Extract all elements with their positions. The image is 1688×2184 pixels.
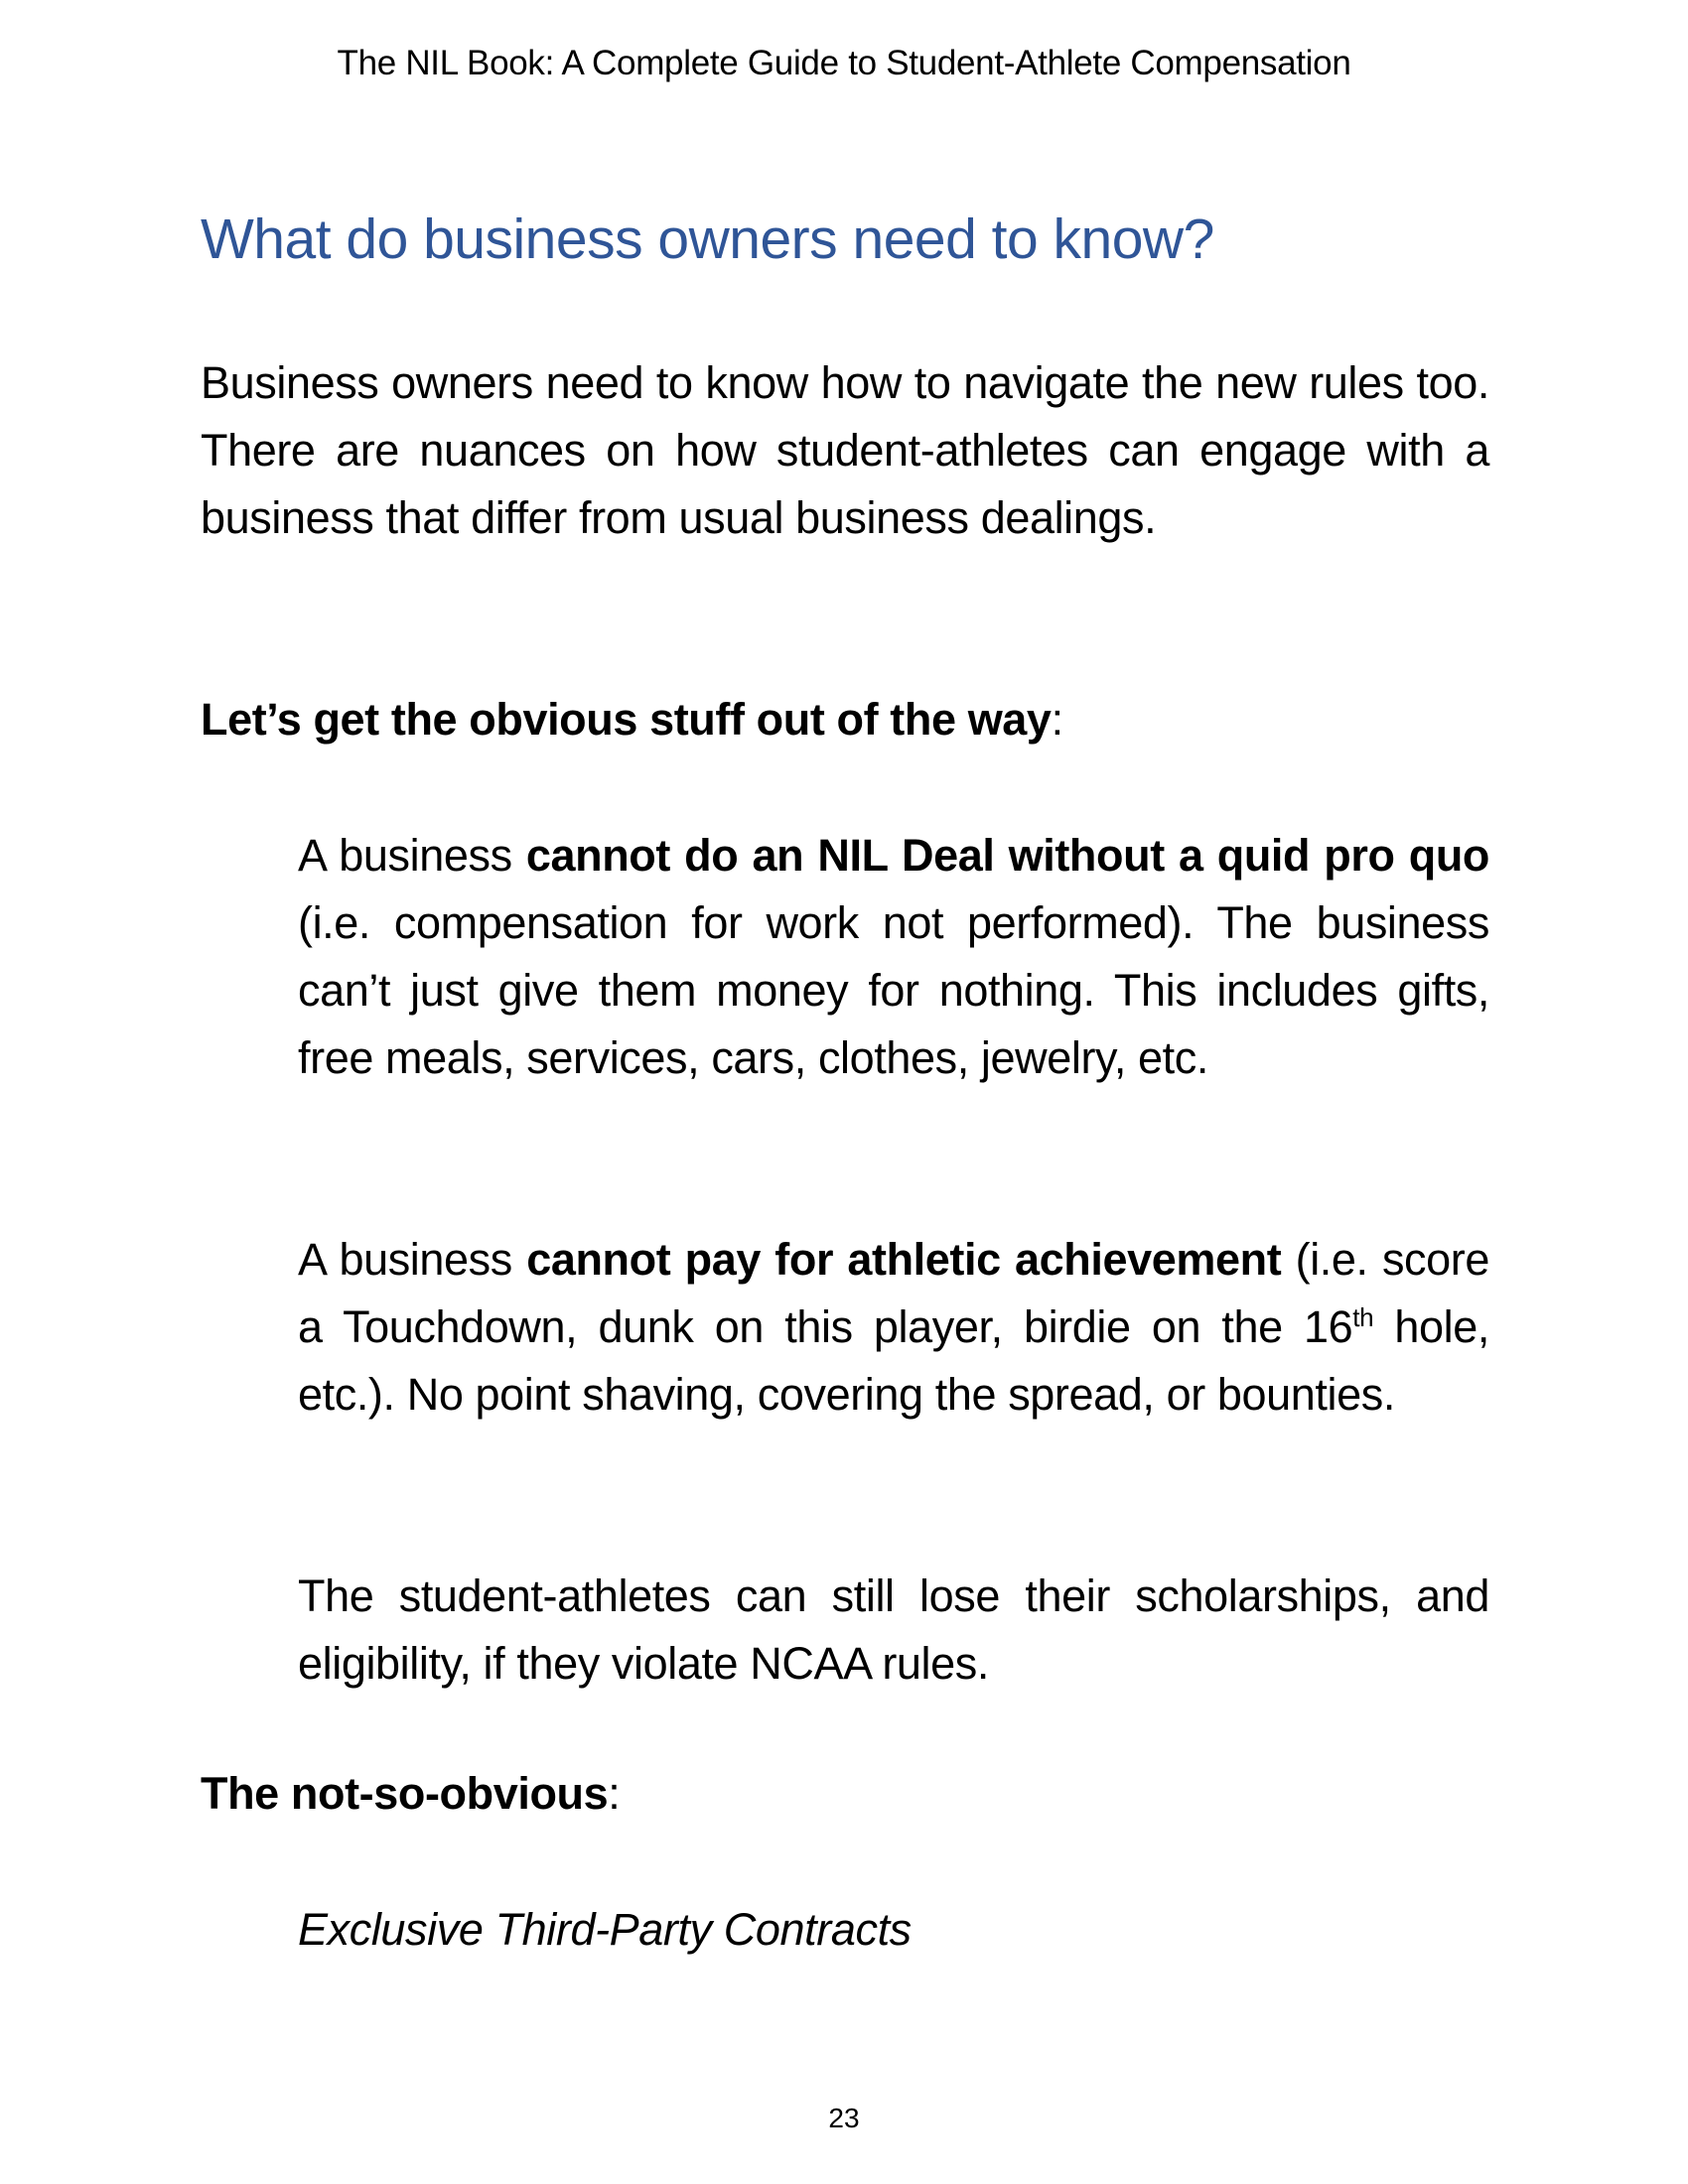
rule-2-rest-b: hole, etc.). No point shaving, covering the spread, or bounties. [298, 1301, 1489, 1420]
rule-2-prefix: A business [298, 1234, 527, 1285]
not-obvious-label-bold: The not-so-obvious [201, 1768, 609, 1819]
rule-athletic-achievement [298, 1226, 1489, 1429]
running-header: The NIL Book: A Complete Guide to Student-Athlete Compensation [337, 44, 1351, 82]
section-heading: What do business owners need to know? [201, 207, 1214, 271]
rule-2-bold: cannot pay for athletic achievement [526, 1234, 1282, 1285]
rule-eligibility: The student-athletes can still lose their scholarships, and eligibility, if they violate NCAA rules. [298, 1570, 1489, 1689]
not-obvious-label-colon: : [608, 1768, 621, 1819]
intro-paragraph: Business owners need to know how to navigate the new rules too. There are nuances on how student-athletes can engage with a business that differ from usual business dealings. [201, 357, 1489, 543]
not-obvious-label [201, 1760, 620, 1828]
obvious-label-bold: Let’s get the obvious stuff out of the way [201, 694, 1052, 745]
rule-1-rest: (i.e. compensation for work not performed). The business can’t just give them money for nothing. This includes gifts, free meals, services, cars, clothes, jewelry, etc. [298, 897, 1489, 1083]
page-number: 23 [828, 2103, 860, 2133]
rule-2-rest-a: (i.e. score a Touchdown, dunk on this player, birdie on the 16 [298, 1234, 1489, 1352]
obvious-label [201, 686, 1063, 753]
rule-1-prefix: A business [298, 830, 526, 881]
obvious-label-colon: : [1051, 694, 1063, 745]
rule-quid-pro-quo [298, 822, 1489, 1092]
subheading-exclusive-contracts: Exclusive Third-Party Contracts [298, 1904, 912, 1955]
rule-1-bold: cannot do an NIL Deal without a quid pro quo [525, 830, 1489, 881]
ordinal-suffix: th [1352, 1302, 1374, 1332]
